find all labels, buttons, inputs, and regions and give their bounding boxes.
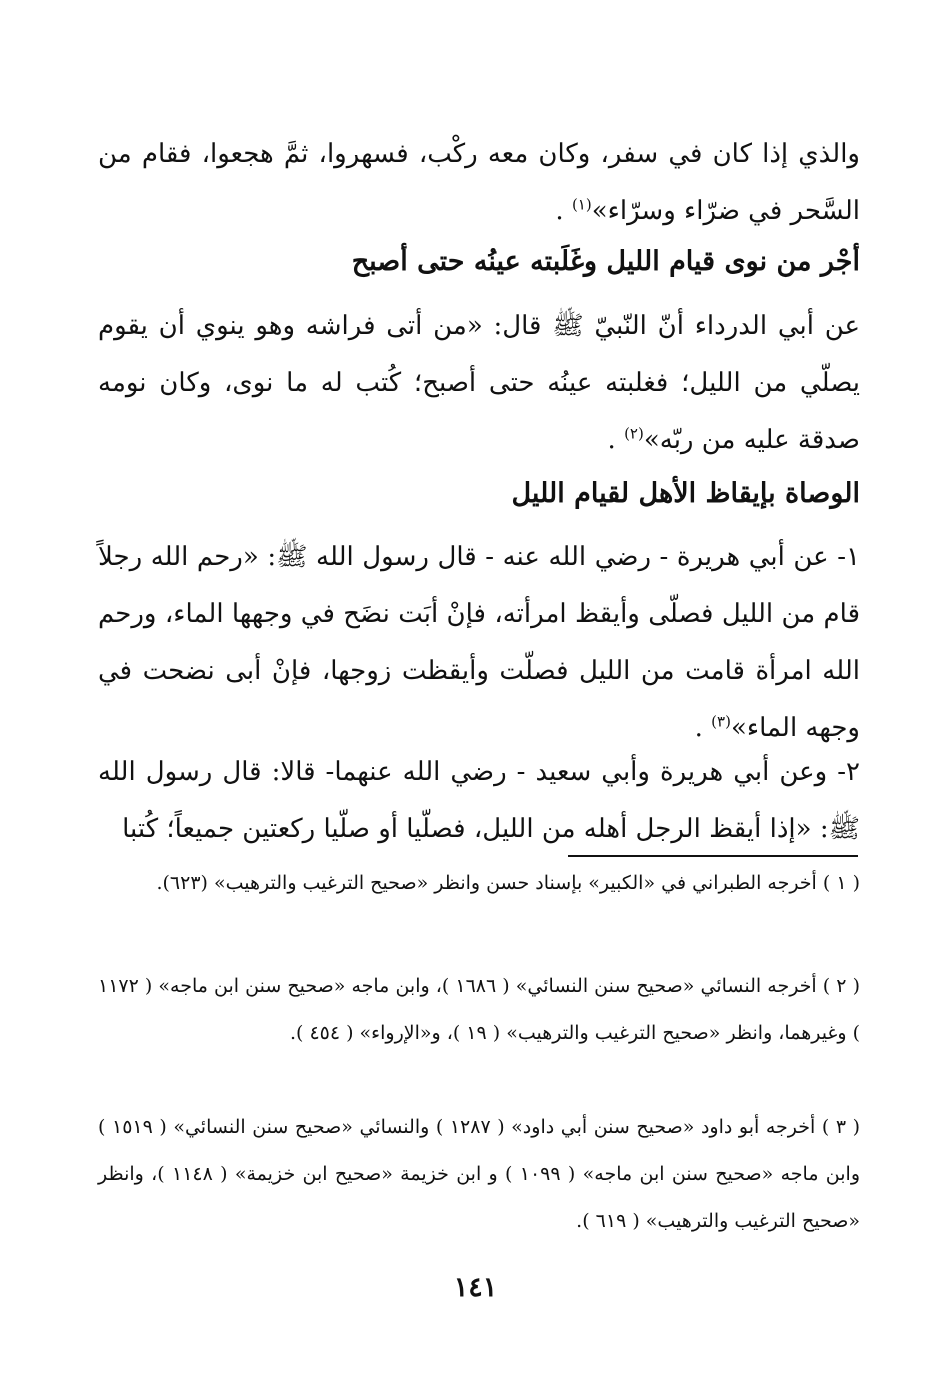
- footnote-ref-2: (٢): [624, 424, 644, 443]
- footnote-1: ( ١ ) أخرجه الطبراني في «الكبير» بإسناد حسن وانظر «صحيح الترغيب والترهيب» (٦٢٣).: [156, 872, 860, 894]
- footnote-3: ( ٣ ) أخرجه أبو داود «صحيح سنن أبي داود» ( ١٢٨٧ ) والنسائي «صحيح سنن النسائي» ( ١٥١٩ ) وابن ماجه «صحيح سنن ابن ماجه» ( ١٠٩٩ ) و ابن خزيمة «صحيح ابن خزيمة» ( ١١٤٨ )، وانظر «صحيح الترغيب والترهيب» ( ٦١٩ ).: [98, 1116, 861, 1232]
- footnote-2: ( ٢ ) أخرجه النسائي «صحيح سنن النسائي» ( ١٦٨٦ )، وابن ماجه «صحيح سنن ابن ماجه» ( ١١٧٢ ) وغيرهما، وانظر «صحيح الترغيب والترهيب» ( ١٩ )، و«الإرواء» ( ٤٥٤ ).: [98, 975, 861, 1044]
- paragraph-hadith-1-text: ١- عن أبي هريرة - رضي الله عنه - قال رسول الله ﷺ: «رحم الله رجلاً قام من الليل فصلّى وأيقظ امرأته، فإنْ أبَت نضَح في وجهها الماء، ورحم الله امرأة قامت من الليل فصلّت وأيقظت زوجها، فإنْ أبى نضحت في وجهه الماء»: [98, 542, 860, 743]
- period: .: [694, 713, 703, 743]
- paragraph-intro-text: والذي إذا كان في سفر، وكان معه ركْب، فسهروا، ثمَّ هجعوا، فقام من السَّحر في ضرّاء وسرّاء»: [98, 139, 860, 226]
- paragraph-abu-darda-text: عن أبي الدرداء أنّ النّبيّ ﷺ قال: «من أتى فراشه وهو ينوي أن يقوم يصلّي من الليل؛ فغلبته عينُه حتى أصبح؛ كُتب له ما نوى، وكان نومه صدقة عليه من ربّه»: [98, 311, 860, 455]
- footnote-ref-3: (٣): [711, 712, 731, 731]
- period: .: [555, 196, 564, 226]
- page-number: ١٤١: [453, 1272, 498, 1303]
- paragraph-hadith-1: [98, 529, 860, 757]
- heading-waking-family: الوصاة بإيقاظ الأهل لقيام الليل: [511, 478, 860, 509]
- footnote-divider: [568, 855, 858, 857]
- paragraph-hadith-2: ٢- وعن أبي هريرة وأبي سعيد - رضي الله عنهما- قالا: قال رسول الله ﷺ: «إذا أيقظ الرجل أهله من الليل، فصلّيا أو صلّيا ركعتين جميعاً؛ كُتبا: [98, 757, 860, 844]
- period: .: [607, 425, 616, 455]
- paragraph-abu-darda: [98, 298, 860, 469]
- paragraph-intro: [98, 126, 860, 240]
- footnote-ref-1: (١): [571, 195, 592, 214]
- heading-night-intention: أجْر من نوى قيام الليل وغَلَبته عينُه حتى أصبح: [351, 246, 860, 277]
